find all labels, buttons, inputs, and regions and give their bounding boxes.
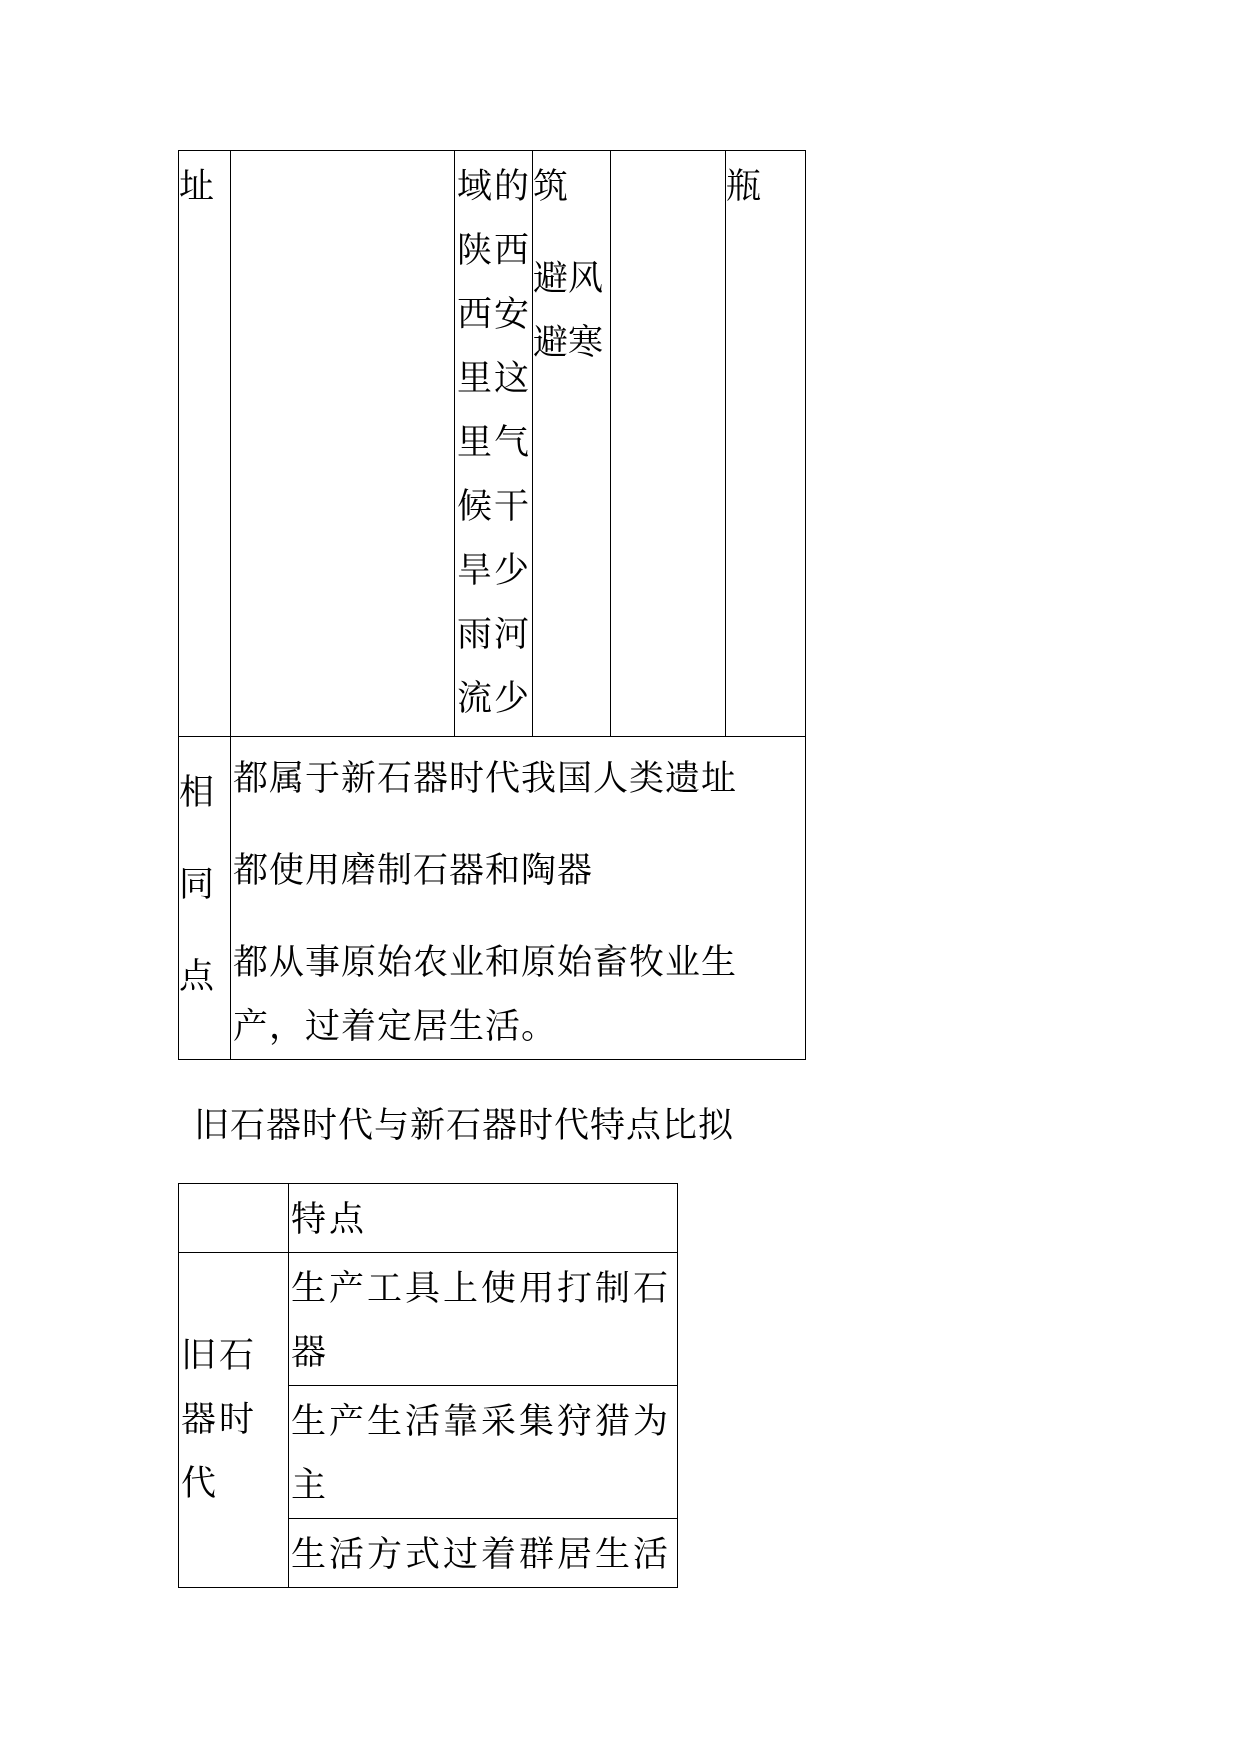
environment-cell bbox=[455, 151, 533, 737]
header-empty-cell bbox=[179, 1184, 289, 1253]
artifact-cell bbox=[726, 151, 806, 737]
era-label: 旧石器时代 bbox=[181, 1336, 258, 1504]
similarity-item: 都从事原始农业和原始畜牧业生产，过着定居生活。 bbox=[233, 943, 738, 1047]
table-row bbox=[179, 737, 806, 1060]
feature-text: 生产工具上使用打制石器 bbox=[291, 1269, 672, 1373]
cell-text: 瓶 bbox=[726, 167, 762, 207]
cell-text: 址 bbox=[179, 167, 215, 207]
table-row bbox=[179, 1184, 678, 1253]
feature-text: 生产生活靠采集狩猎为主 bbox=[291, 1402, 672, 1506]
comparison-table-eras bbox=[178, 1183, 678, 1588]
empty-cell bbox=[231, 151, 455, 737]
section-caption: 旧石器时代与新石器时代特点比拟 bbox=[194, 1106, 735, 1146]
empty-cell bbox=[611, 151, 726, 737]
feature-cell bbox=[289, 1253, 678, 1386]
column-header: 特点 bbox=[291, 1200, 368, 1240]
comparison-table-sites bbox=[178, 150, 806, 1060]
similarity-item: 都属于新石器时代我国人类遗址 bbox=[233, 759, 738, 799]
feature-text: 生活方式过着群居生活 bbox=[291, 1535, 672, 1575]
cell-text: 域的陕西西安里这里气候干旱少雨河流少 bbox=[457, 167, 532, 719]
row-label: 相同点 bbox=[179, 773, 215, 997]
feature-cell bbox=[289, 1386, 678, 1519]
cell-text: 避风避寒 bbox=[533, 259, 604, 363]
cell-text: 筑 bbox=[533, 167, 569, 207]
table-row bbox=[179, 151, 806, 737]
similarities-label-cell bbox=[179, 737, 231, 1060]
similarities-cell bbox=[231, 737, 806, 1060]
table-row bbox=[179, 1253, 678, 1386]
header-cell bbox=[289, 1184, 678, 1253]
building-cell bbox=[533, 151, 611, 737]
similarity-item: 都使用磨制石器和陶器 bbox=[233, 851, 594, 891]
site-label-cell bbox=[179, 151, 231, 737]
era-cell bbox=[179, 1253, 289, 1588]
feature-cell bbox=[289, 1519, 678, 1588]
